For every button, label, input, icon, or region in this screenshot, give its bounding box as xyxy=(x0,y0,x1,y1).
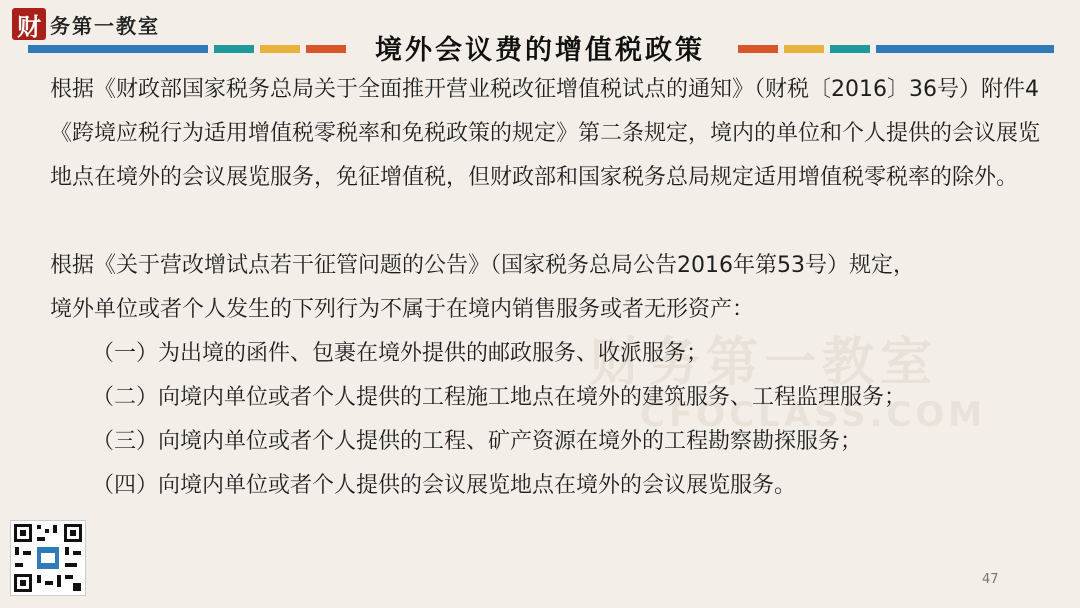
slide-body xyxy=(50,68,1050,508)
list-item: （二）向境内单位或者个人提供的工程施工地点在境外的建筑服务、工程监理服务； xyxy=(92,385,907,410)
qr-code-icon xyxy=(10,520,86,596)
paragraph-2-line-2: 境外单位或者个人发生的下列行为不属于在境内销售服务或者无形资产： xyxy=(50,297,755,322)
page-title: 境外会议费的增值税政策 xyxy=(375,35,705,66)
watermark-url: CFOCLASS.COM xyxy=(640,395,987,435)
paragraph-1: 根据《财政部国家税务总局关于全面推开营业税改征增值税试点的通知》（财税〔2016〕36号）附件4《跨境应税行为适用增值税零税率和免税政策的规定》第二条规定，境内的单位和个人提供的会议展览地点在境外的会议展览服务，免征增值税，但财政部和国家税务总局规定适用增值税零税率的除外。 xyxy=(50,77,1041,190)
list-item: （一）为出境的函件、包裹在境外提供的邮政服务、收派服务； xyxy=(92,341,709,366)
brand-logo xyxy=(12,8,160,40)
spacer xyxy=(50,200,1050,244)
watermark-text: 财务第一教室 xyxy=(590,332,939,393)
header-bar-left-blue xyxy=(28,45,208,53)
header-bar-right-teal xyxy=(830,45,870,53)
paragraph-2-line-1: 根据《关于营改增试点若干征管问题的公告》（国家税务总局公告2016年第53号）规定， xyxy=(50,253,915,278)
list-item: （三）向境内单位或者个人提供的工程、矿产资源在境外的工程勘察勘探服务； xyxy=(92,429,863,454)
logo-text: 务第一教室 xyxy=(50,13,160,38)
page-number: 47 xyxy=(982,572,999,587)
header-bar-right-gold xyxy=(784,45,824,53)
header-bar-left-gold xyxy=(260,45,300,53)
list-item: （四）向境内单位或者个人提供的会议展览地点在境外的会议展览服务。 xyxy=(92,473,797,498)
header-bar-left-teal xyxy=(214,45,254,53)
header-bar-right-orange xyxy=(738,45,778,53)
header-bar-right-blue xyxy=(876,45,1054,53)
logo-mark: 财 xyxy=(12,8,46,40)
